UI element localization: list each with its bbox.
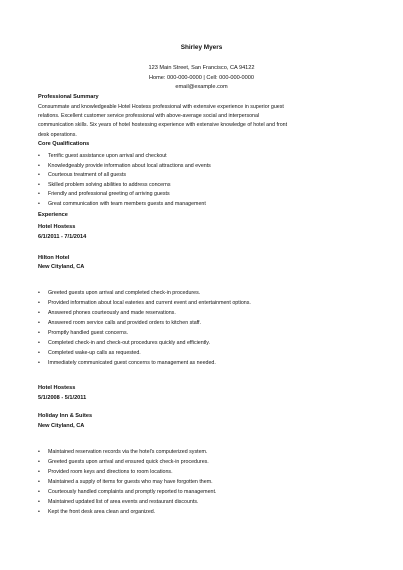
- contact-block: [0, 64, 403, 93]
- list-item: • Greeted guests upon arrival and completed check-in procedures.: [38, 288, 298, 298]
- summary-heading: Professional Summary: [38, 94, 99, 100]
- job-title: Hotel Hostess: [38, 385, 76, 391]
- list-item: • Promptly handled guest concerns.: [38, 328, 298, 338]
- list-item: • Skilled problem solving abilities to address concerns: [38, 181, 298, 191]
- qualifications-list: [38, 152, 298, 210]
- list-item: • Friendly and professional greeting of arriving guests: [38, 190, 298, 200]
- candidate-name: Shirley Myers: [180, 44, 223, 51]
- list-item: • Answered phones courteously and made reservations.: [38, 308, 298, 318]
- job-dates: 6/1/2011 - 7/1/2014: [38, 234, 87, 240]
- list-item: • Terrific guest assistance upon arrival and checkout: [38, 152, 298, 162]
- job-dates: 5/1/2008 - 5/1/2011: [38, 395, 87, 401]
- list-item: • Courteously handled complaints and promptly reported to management.: [38, 487, 298, 497]
- job-duties-list: [38, 447, 298, 517]
- job-title: Hotel Hostess: [38, 224, 76, 230]
- email: email@example.com: [175, 84, 228, 91]
- list-item: • Completed wake-up calls as requested.: [38, 348, 298, 358]
- summary-text: Consummate and knowledgeable Hotel Hostess professional with extensive experience in superior guest relations. Excellent customer service professional with above-average social and interpersonal communication skills. Six years of hotel hostessing experience with extensive knowledge of hotel and front desk operations.: [38, 104, 288, 138]
- list-item: • Provided room keys and directions to room locations.: [38, 467, 298, 477]
- list-item: • Provided information about local eateries and current event and entertainment options.: [38, 298, 298, 308]
- list-item: • Kept the front desk area clean and organized.: [38, 507, 298, 517]
- address: 123 Main Street, San Francisco, CA 94122: [148, 65, 255, 71]
- list-item: • Completed check-in and check-out procedures quickly and efficiently.: [38, 338, 298, 348]
- job-employer: Hilton Hotel: [38, 255, 70, 261]
- job-duties-list: [38, 288, 298, 368]
- list-item: • Maintained updated list of area events and restaurant discounts.: [38, 497, 298, 507]
- list-item: • Courteous treatment of all guests: [38, 171, 298, 181]
- job-employer: Holiday Inn & Suites: [38, 413, 93, 419]
- phone-numbers: Home: 000-000-0000 | Cell: 000-000-0000: [148, 74, 254, 81]
- list-item: • Immediately communicated guest concerns to management as needed.: [38, 358, 298, 368]
- list-item: • Greeted guests upon arrival and ensured quick check-in procedures.: [38, 457, 298, 467]
- list-item: • Knowledgeably provide information about local attractions and events: [38, 162, 298, 172]
- job-location: New Cityland, CA: [38, 423, 85, 429]
- job-location: New Cityland, CA: [38, 264, 85, 270]
- list-item: • Maintained a supply of items for guests who may have forgotten them.: [38, 477, 298, 487]
- experience-heading: Experience: [38, 212, 68, 218]
- list-item: • Maintained reservation records via the hotel's computerized system.: [38, 447, 298, 457]
- qualifications-heading: Core Qualifications: [38, 141, 90, 147]
- list-item: • Great communication with team members guests and management: [38, 200, 298, 210]
- list-item: • Answered room service calls and provided orders to kitchen staff.: [38, 318, 298, 328]
